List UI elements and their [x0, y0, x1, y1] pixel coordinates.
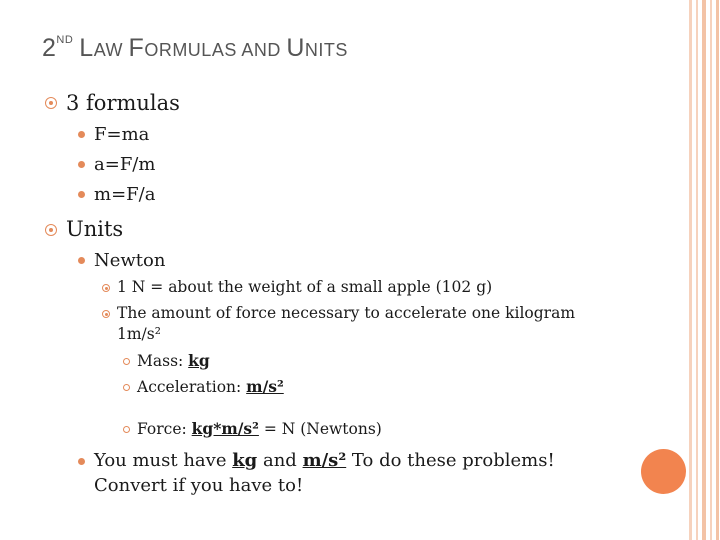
newton-definition: The amount of force necessary to accelerate one kilogram	[117, 304, 576, 322]
bullet-formulas: 3 formulas	[66, 91, 180, 115]
slide-title: 2ND LAW FORMULAS AND UNITS	[42, 34, 348, 62]
reminder-line-1: You must have kg and m/s² To do these problems!	[94, 450, 555, 471]
bullet-icon	[78, 131, 85, 138]
mass-unit-item: Mass: kg	[137, 351, 210, 370]
reminder-line-2: Convert if you have to!	[94, 475, 304, 496]
acceleration-unit-item: Acceleration: m/s²	[137, 377, 284, 396]
bullet-icon	[78, 458, 85, 465]
bullet-icon	[78, 191, 85, 198]
newton-item: Newton	[94, 250, 166, 271]
formula-item: F=ma	[94, 124, 150, 145]
decorative-rail	[702, 0, 706, 540]
bullet-icon	[45, 224, 57, 236]
decorative-rail	[716, 0, 719, 540]
bullet-icon	[123, 384, 130, 391]
bullet-units: Units	[66, 217, 124, 241]
bullet-icon	[102, 284, 110, 292]
bullet-icon	[123, 358, 130, 365]
decorative-rail	[710, 0, 712, 540]
formula-item: m=F/a	[94, 184, 156, 205]
decorative-rail	[696, 0, 698, 540]
decorative-rail	[689, 0, 692, 540]
bullet-icon	[102, 310, 110, 318]
bullet-icon	[78, 257, 85, 264]
formula-item: a=F/m	[94, 154, 156, 175]
bullet-icon	[78, 161, 85, 168]
decorative-circle	[641, 449, 686, 494]
bullet-icon	[123, 426, 130, 433]
bullet-icon	[45, 97, 57, 109]
newton-definition-cont: 1m/s²	[117, 325, 161, 343]
newton-detail: 1 N = about the weight of a small apple (102 g)	[117, 278, 493, 296]
force-unit-item: Force: kg*m/s² = N (Newtons)	[137, 419, 382, 438]
